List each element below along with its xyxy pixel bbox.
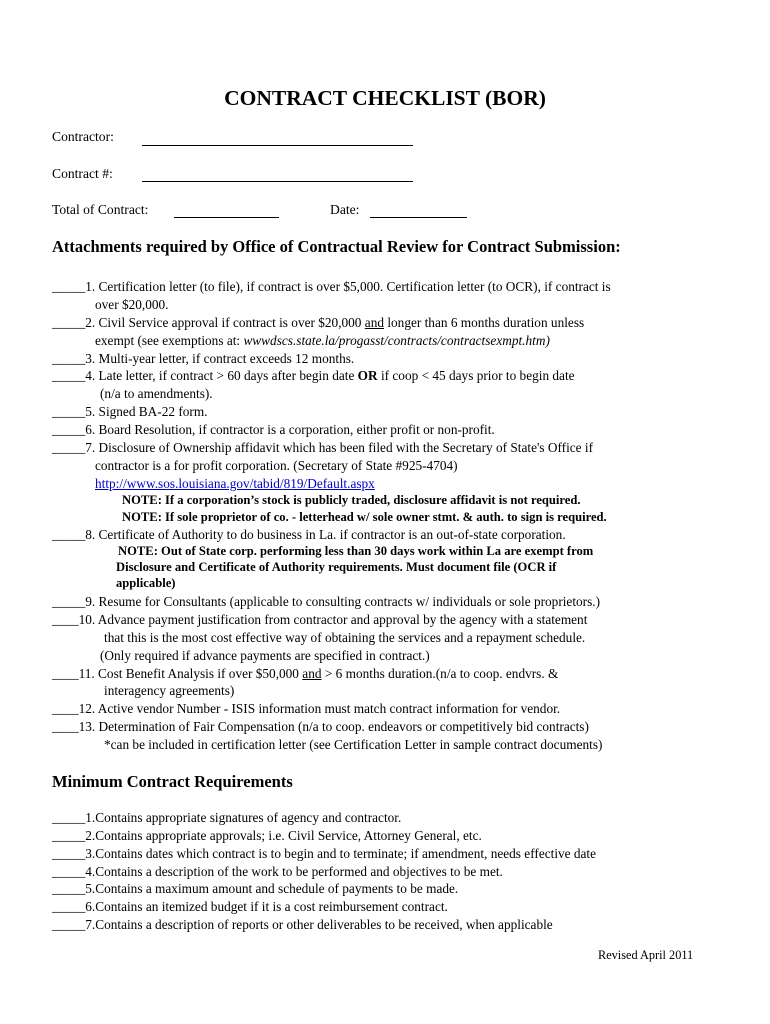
note-8-1: NOTE: Out of State corp. performing less than 30 days work within La are exempt from — [118, 544, 594, 558]
checklist-item-9 — [52, 593, 600, 611]
item-4-continuation: (n/a to amendments). — [100, 386, 213, 401]
and-underlined: and — [302, 666, 322, 681]
requirement-item — [52, 809, 401, 827]
item-text: 3.Contains dates which contract is to begin and to terminate; if amendment, needs effective date — [85, 846, 597, 861]
item-text: 11. Cost Benefit Analysis if over $50,000 — [78, 666, 303, 681]
contractor-label: Contractor: — [52, 129, 114, 144]
checklist-item-5 — [52, 403, 208, 421]
item-text: 5. Signed BA-22 form. — [85, 404, 208, 419]
item-10-continuation-1: that this is the most cost effective way of obtaining the services and a repayment schedule. — [104, 630, 586, 645]
attachments-heading: Attachments required by Office of Contractual Review for Contract Submission: — [52, 237, 621, 256]
item-text: 2. Civil Service approval if contract is over $20,000 — [85, 315, 365, 330]
check-blank[interactable]: _____ — [52, 899, 86, 914]
check-blank[interactable]: _____ — [52, 368, 86, 383]
item-text: 4.Contains a description of the work to be performed and objectives to be met. — [85, 864, 503, 879]
check-blank[interactable]: _____ — [52, 828, 86, 843]
check-blank[interactable]: _____ — [52, 594, 86, 609]
item-text: 7. Disclosure of Ownership affidavit which has been filed with the Secretary of State's Office if — [85, 440, 594, 455]
item-text: exempt (see exemptions at: — [95, 333, 244, 348]
requirement-item — [52, 880, 458, 898]
check-blank[interactable]: ____ — [52, 612, 79, 627]
item-text: 6. Board Resolution, if contractor is a corporation, either profit or non-profit. — [85, 422, 495, 437]
requirement-item — [52, 845, 596, 863]
check-blank[interactable]: _____ — [52, 810, 86, 825]
item-text: 12. Active vendor Number - ISIS information must match contract information for vendor. — [78, 701, 561, 716]
checklist-item-10 — [52, 611, 587, 629]
checklist-item-13 — [52, 718, 589, 736]
check-blank[interactable]: _____ — [52, 404, 86, 419]
checklist-item-7 — [52, 439, 593, 457]
item-text: 7.Contains a description of reports or other deliverables to be received, when applicable — [85, 917, 553, 932]
requirement-item — [52, 898, 448, 916]
exemptions-url: wwwdscs.state.la/progasst/contracts/contractsexmpt.htm) — [243, 333, 550, 348]
item-text: 5.Contains a maximum amount and schedule of payments to be made. — [85, 881, 459, 896]
sos-link[interactable]: http://www.sos.louisiana.gov/tabid/819/Default.aspx — [95, 476, 375, 491]
item-text: 2.Contains appropriate approvals; i.e. Civil Service, Attorney General, etc. — [85, 828, 482, 843]
note-7-2: NOTE: If sole proprietor of co. - letterhead w/ sole owner stmt. & auth. to sign is required. — [122, 510, 607, 524]
item-2-continuation — [95, 332, 550, 350]
item-text: 3. Multi-year letter, if contract exceeds 12 months. — [85, 351, 355, 366]
check-blank[interactable]: _____ — [52, 422, 86, 437]
check-blank[interactable]: ____ — [52, 719, 79, 734]
check-blank[interactable]: _____ — [52, 917, 86, 932]
contract-number-label: Contract #: — [52, 166, 113, 181]
checklist-item-3 — [52, 350, 354, 368]
item-text: 1. Certification letter (to file), if contract is over $5,000. Certification letter (to OCR), if contract is — [85, 279, 611, 294]
item-10-continuation-2: (Only required if advance payments are specified in contract.) — [100, 648, 430, 663]
note-7-1: NOTE: If a corporation’s stock is publicly traded, disclosure affidavit is not required. — [122, 493, 581, 507]
checklist-item-12 — [52, 700, 560, 718]
and-underlined: and — [364, 315, 384, 330]
date-label: Date: — [330, 202, 360, 217]
requirement-item — [52, 916, 553, 934]
item-7-continuation: contractor is a for profit corporation. (Secretary of State #925-4704) — [95, 458, 458, 473]
item-11-continuation: interagency agreements) — [104, 683, 235, 698]
item-text: 6.Contains an itemized budget if it is a cost reimbursement contract. — [85, 899, 448, 914]
date-field[interactable] — [370, 217, 467, 218]
total-label: Total of Contract: — [52, 202, 149, 217]
minimum-requirements-heading: Minimum Contract Requirements — [52, 772, 293, 791]
revised-date: Revised April 2011 — [598, 948, 694, 962]
check-blank[interactable]: _____ — [52, 527, 86, 542]
item-text: 1.Contains appropriate signatures of agency and contractor. — [85, 810, 402, 825]
item-text: if coop < 45 days prior to begin date — [377, 368, 575, 383]
check-blank[interactable]: _____ — [52, 440, 86, 455]
page-title: CONTRACT CHECKLIST (BOR) — [224, 86, 546, 110]
item-13-continuation: *can be included in certification letter (see Certification Letter in sample contract documents) — [104, 737, 603, 752]
contractor-field[interactable] — [142, 145, 413, 146]
check-blank[interactable]: _____ — [52, 846, 86, 861]
item-text: longer than 6 months duration unless — [384, 315, 585, 330]
check-blank[interactable]: _____ — [52, 279, 86, 294]
item-text: 4. Late letter, if contract > 60 days after begin date — [85, 368, 358, 383]
item-text: > 6 months duration.(n/a to coop. endvrs. & — [321, 666, 559, 681]
checklist-item-6 — [52, 421, 495, 439]
item-text: 10. Advance payment justification from contractor and approval by the agency with a statement — [78, 612, 588, 627]
checklist-item-11 — [52, 665, 558, 683]
item-text: 9. Resume for Consultants (applicable to consulting contracts w/ individuals or sole proprietors.) — [85, 594, 601, 609]
checklist-item-2 — [52, 314, 584, 332]
requirement-item — [52, 827, 482, 845]
requirement-item — [52, 863, 503, 881]
check-blank[interactable]: ____ — [52, 666, 79, 681]
check-blank[interactable]: _____ — [52, 351, 86, 366]
checklist-item-1 — [52, 278, 611, 296]
note-8-3: applicable) — [116, 576, 176, 590]
checklist-item-8 — [52, 526, 566, 544]
item-text: 8. Certificate of Authority to do business in La. if contractor is an out-of-state corporation. — [85, 527, 566, 542]
or-bold: OR — [357, 368, 378, 383]
note-8-2: Disclosure and Certificate of Authority requirements. Must document file (OCR if — [116, 560, 557, 574]
check-blank[interactable]: ____ — [52, 701, 79, 716]
check-blank[interactable]: _____ — [52, 864, 86, 879]
check-blank[interactable]: _____ — [52, 315, 86, 330]
total-field[interactable] — [174, 217, 279, 218]
check-blank[interactable]: _____ — [52, 881, 86, 896]
item-text: 13. Determination of Fair Compensation (n/a to coop. endeavors or competitively bid contracts) — [78, 719, 589, 734]
item-1-continuation: over $20,000. — [95, 297, 169, 312]
checklist-item-4 — [52, 367, 575, 385]
contract-number-field[interactable] — [142, 181, 413, 182]
